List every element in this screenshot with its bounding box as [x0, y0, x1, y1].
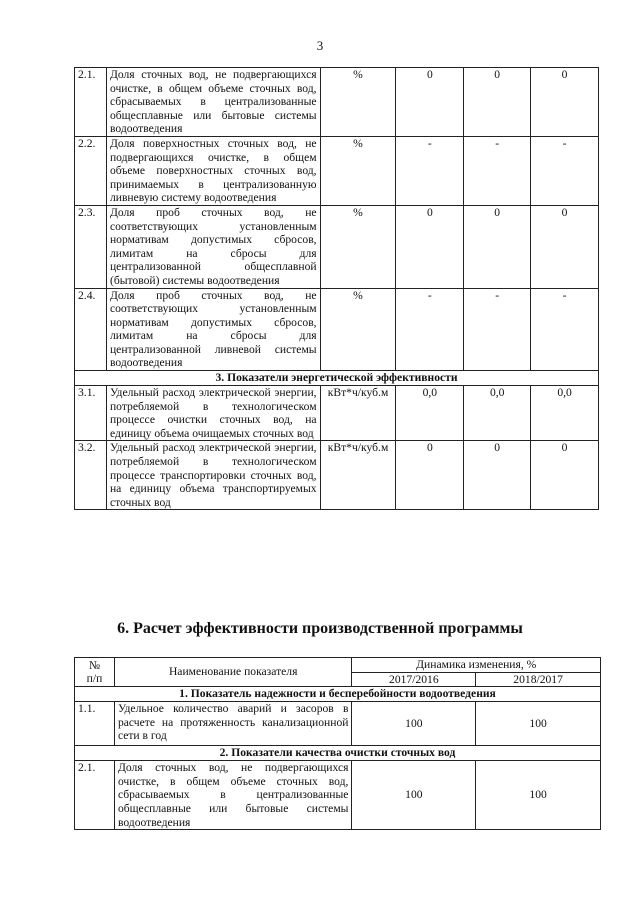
row-value: 0 — [396, 441, 464, 510]
row-value: 100 — [352, 761, 476, 830]
row-num: 2.1. — [75, 68, 107, 137]
row-num: 3.1. — [75, 386, 107, 441]
row-value: 100 — [352, 702, 476, 746]
efficiency-table — [74, 657, 601, 830]
section-heading: 1. Показатель надежности и бесперебойности водоотведения — [75, 687, 601, 702]
row-num: 2.1. — [75, 761, 115, 830]
row-num: 2.3. — [75, 205, 107, 288]
row-text: Доля сточных вод, не подвергающихся очистке, в общем объеме сточных вод, сбрасываемых в централизованные общесплавные или бытовые системы водоотведения — [114, 761, 352, 830]
table-row — [75, 205, 599, 288]
header-dynamics: Динамика изменения, % — [352, 658, 601, 673]
section-title: 6. Расчет эффективности производственной программы — [117, 620, 523, 637]
row-value: - — [464, 288, 531, 371]
row-text: Доля сточных вод, не подвергающихся очистке, в общем объеме сточных вод, сбрасываемых в централизованные общесплавные или бытовые системы водоотведения — [106, 68, 320, 137]
row-value: 0 — [531, 68, 599, 137]
row-value: 0 — [464, 205, 531, 288]
section-row — [75, 746, 601, 761]
header-year-1: 2017/2016 — [352, 672, 476, 687]
row-text: Удельный расход электрической энергии, потребляемой в технологическом процессе транспортировки сточных вод, на единицу объема транспортируемых сточных вод — [106, 441, 320, 510]
row-text: Удельное количество аварий и засоров в расчете на протяженность канализационной сети в год — [114, 702, 352, 746]
row-value: - — [531, 288, 599, 371]
row-value: 0 — [396, 205, 464, 288]
table-row — [75, 386, 599, 441]
row-unit: % — [320, 68, 396, 137]
section-row — [75, 371, 599, 386]
row-value: 100 — [476, 702, 601, 746]
row-value: - — [531, 136, 599, 205]
table-row — [75, 761, 601, 830]
row-text: Удельный расход электрической энергии, потребляемой в технологическом процессе очистки сточных вод, на единицу объема очищаемых сточных вод — [106, 386, 320, 441]
row-unit: % — [320, 136, 396, 205]
row-unit: % — [320, 205, 396, 288]
row-value: 0,0 — [464, 386, 531, 441]
header-num: № п/п — [75, 658, 115, 687]
row-value: - — [396, 136, 464, 205]
section-row — [75, 687, 601, 702]
header-row — [75, 658, 601, 673]
page-number: 3 — [316, 38, 324, 53]
table-row — [75, 136, 599, 205]
row-value: - — [464, 136, 531, 205]
table-row — [75, 702, 601, 746]
section-heading: 3. Показатели энергетической эффективности — [75, 371, 599, 386]
row-value: 0 — [396, 68, 464, 137]
row-value: 100 — [476, 761, 601, 830]
row-value: 0,0 — [396, 386, 464, 441]
row-value: 0 — [464, 441, 531, 510]
indicators-table — [74, 67, 599, 510]
header-year-2: 2018/2017 — [476, 672, 601, 687]
row-value: - — [396, 288, 464, 371]
row-num: 2.2. — [75, 136, 107, 205]
row-unit: % — [320, 288, 396, 371]
row-num: 3.2. — [75, 441, 107, 510]
row-value: 0 — [531, 205, 599, 288]
header-name: Наименование показателя — [114, 658, 352, 687]
row-value: 0 — [531, 441, 599, 510]
row-value: 0 — [464, 68, 531, 137]
row-text: Доля проб сточных вод, не соответствующих установленным нормативам допустимых сбросов, лимитам на сбросы для централизованной ливневой системы водоотведения — [106, 288, 320, 371]
table-row — [75, 441, 599, 510]
row-unit: кВт*ч/куб.м — [320, 386, 396, 441]
table-row — [75, 288, 599, 371]
row-unit: кВт*ч/куб.м — [320, 441, 396, 510]
table-row — [75, 68, 599, 137]
row-text: Доля проб сточных вод, не соответствующих установленным нормативам допустимых сбросов, лимитам на сбросы для централизованной общесплавной (бытовой) системы водоотведения — [106, 205, 320, 288]
row-value: 0,0 — [531, 386, 599, 441]
row-text: Доля поверхностных сточных вод, не подвергающихся очистке, в общем объеме поверхностных сточных вод, принимаемых в централизованную ливневую систему водоотведения — [106, 136, 320, 205]
row-num: 2.4. — [75, 288, 107, 371]
section-heading: 2. Показатели качества очистки сточных вод — [75, 746, 601, 761]
row-num: 1.1. — [75, 702, 115, 746]
